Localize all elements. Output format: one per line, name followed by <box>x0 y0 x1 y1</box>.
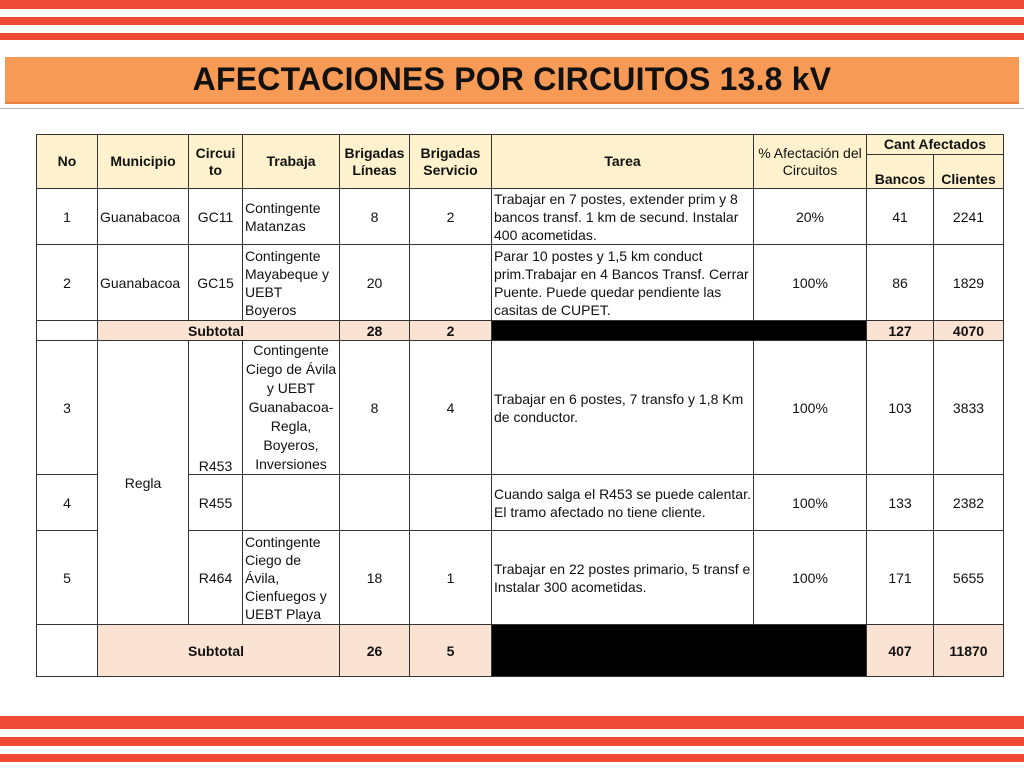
row-trabaja: Contingente Matanzas <box>243 189 340 245</box>
header-clientes: Clientes <box>934 155 1004 189</box>
row-trabaja: Contingente Mayabeque y UEBT Boyeros <box>243 245 340 321</box>
row-brigadas-servicio: 4 <box>410 341 492 475</box>
subtotal-row <box>37 321 1004 341</box>
row-no: 5 <box>37 531 98 625</box>
bottom-stripe-3 <box>0 754 1024 762</box>
row-municipio: Guanabacoa <box>98 189 189 245</box>
bottom-stripe-1 <box>0 716 1024 729</box>
circuits-table <box>36 134 1004 677</box>
row-clientes: 2241 <box>934 189 1004 245</box>
row-tarea: Cuando salga el R453 se puede calentar. El tramo afectado no tiene cliente. <box>492 475 754 531</box>
row-trabaja: Contingente Ciego de Ávila, Cienfuegos y UEBT Playa <box>243 531 340 625</box>
row-afectacion: 100% <box>754 245 867 321</box>
header-circuito: Circui to <box>189 135 243 189</box>
row-no: 1 <box>37 189 98 245</box>
page-title: AFECTACIONES POR CIRCUITOS 13.8 kV <box>192 61 832 97</box>
row-circuito: GC11 <box>189 189 243 245</box>
row-brigadas-servicio: 2 <box>410 189 492 245</box>
subtotal-row <box>37 625 1004 677</box>
row-bancos: 171 <box>867 531 934 625</box>
row-bancos: 103 <box>867 341 934 475</box>
subtotal-empty-cell <box>37 625 98 677</box>
row-circuito: GC15 <box>189 245 243 321</box>
title-banner <box>5 57 1019 104</box>
row-tarea: Trabajar en 6 postes, 7 transfo y 1,8 Km de conductor. <box>492 341 754 475</box>
title-divider <box>0 108 1024 109</box>
header-brigadas-servicio: Brigadas Servicio <box>410 135 492 189</box>
row-afectacion: 100% <box>754 475 867 531</box>
row-municipio: Regla <box>98 341 189 625</box>
row-brigadas-lineas: 18 <box>340 531 410 625</box>
subtotal-empty-cell <box>37 321 98 341</box>
subtotal-label: Subtotal <box>188 322 244 339</box>
top-stripe-1 <box>0 0 1024 9</box>
header-no: No <box>37 135 98 189</box>
row-brigadas-servicio <box>410 475 492 531</box>
row-afectacion: 100% <box>754 531 867 625</box>
row-bancos: 41 <box>867 189 934 245</box>
subtotal-blackout <box>492 625 867 677</box>
subtotal-brigadas-lineas: 26 <box>340 625 410 677</box>
row-tarea: Trabajar en 22 postes primario, 5 transf e Instalar 300 acometidas. <box>492 531 754 625</box>
row-clientes: 2382 <box>934 475 1004 531</box>
row-brigadas-lineas: 8 <box>340 189 410 245</box>
subtotal-clientes: 11870 <box>934 625 1004 677</box>
row-no: 4 <box>37 475 98 531</box>
row-tarea: Trabajar en 7 postes, extender prim y 8 bancos transf. 1 km de secund. Instalar 400 acometidas. <box>492 189 754 245</box>
row-bancos: 133 <box>867 475 934 531</box>
row-municipio: Guanabacoa <box>98 245 189 321</box>
row-trabaja: Contingente Ciego de Ávila y UEBT Guanabacoa- Regla, Boyeros, Inversiones <box>243 341 340 475</box>
row-tarea: Parar 10 postes y 1,5 km conduct prim.Trabajar en 4 Bancos Transf. Cerrar Puente. Puede quedar pendiente las casitas de CUPET. <box>492 245 754 321</box>
header-row-1 <box>37 135 1004 155</box>
top-stripe-3 <box>0 33 1024 40</box>
row-no: 2 <box>37 245 98 321</box>
subtotal-brigadas-lineas: 28 <box>340 321 410 341</box>
subtotal-clientes: 4070 <box>934 321 1004 341</box>
table-row <box>37 341 1004 475</box>
row-clientes: 5655 <box>934 531 1004 625</box>
header-brigadas-lineas: Brigadas Líneas <box>340 135 410 189</box>
top-stripe-2 <box>0 17 1024 25</box>
subtotal-brigadas-servicio: 5 <box>410 625 492 677</box>
row-afectacion: 100% <box>754 341 867 475</box>
header-municipio: Municipio <box>98 135 189 189</box>
row-brigadas-servicio <box>410 245 492 321</box>
row-circuito: R453 <box>189 341 243 475</box>
header-afectacion: % Afectación del Circuitos <box>754 135 867 189</box>
row-circuito: R455 <box>189 475 243 531</box>
subtotal-label: Subtotal <box>188 642 244 659</box>
row-brigadas-lineas <box>340 475 410 531</box>
row-bancos: 86 <box>867 245 934 321</box>
subtotal-label-cell <box>98 321 340 341</box>
subtotal-brigadas-servicio: 2 <box>410 321 492 341</box>
header-cant-afectados: Cant Afectados <box>867 135 1004 155</box>
header-trabaja: Trabaja <box>243 135 340 189</box>
row-clientes: 3833 <box>934 341 1004 475</box>
subtotal-bancos: 407 <box>867 625 934 677</box>
row-brigadas-lineas: 8 <box>340 341 410 475</box>
row-no: 3 <box>37 341 98 475</box>
row-circuito: R464 <box>189 531 243 625</box>
header-bancos: Bancos <box>867 155 934 189</box>
subtotal-blackout <box>492 321 867 341</box>
table-row <box>37 245 1004 321</box>
row-clientes: 1829 <box>934 245 1004 321</box>
row-brigadas-lineas: 20 <box>340 245 410 321</box>
bottom-stripe-2 <box>0 737 1024 746</box>
row-afectacion: 20% <box>754 189 867 245</box>
header-tarea: Tarea <box>492 135 754 189</box>
row-trabaja <box>243 475 340 531</box>
subtotal-label-cell <box>98 625 340 677</box>
row-brigadas-servicio: 1 <box>410 531 492 625</box>
subtotal-bancos: 127 <box>867 321 934 341</box>
table-row <box>37 189 1004 245</box>
